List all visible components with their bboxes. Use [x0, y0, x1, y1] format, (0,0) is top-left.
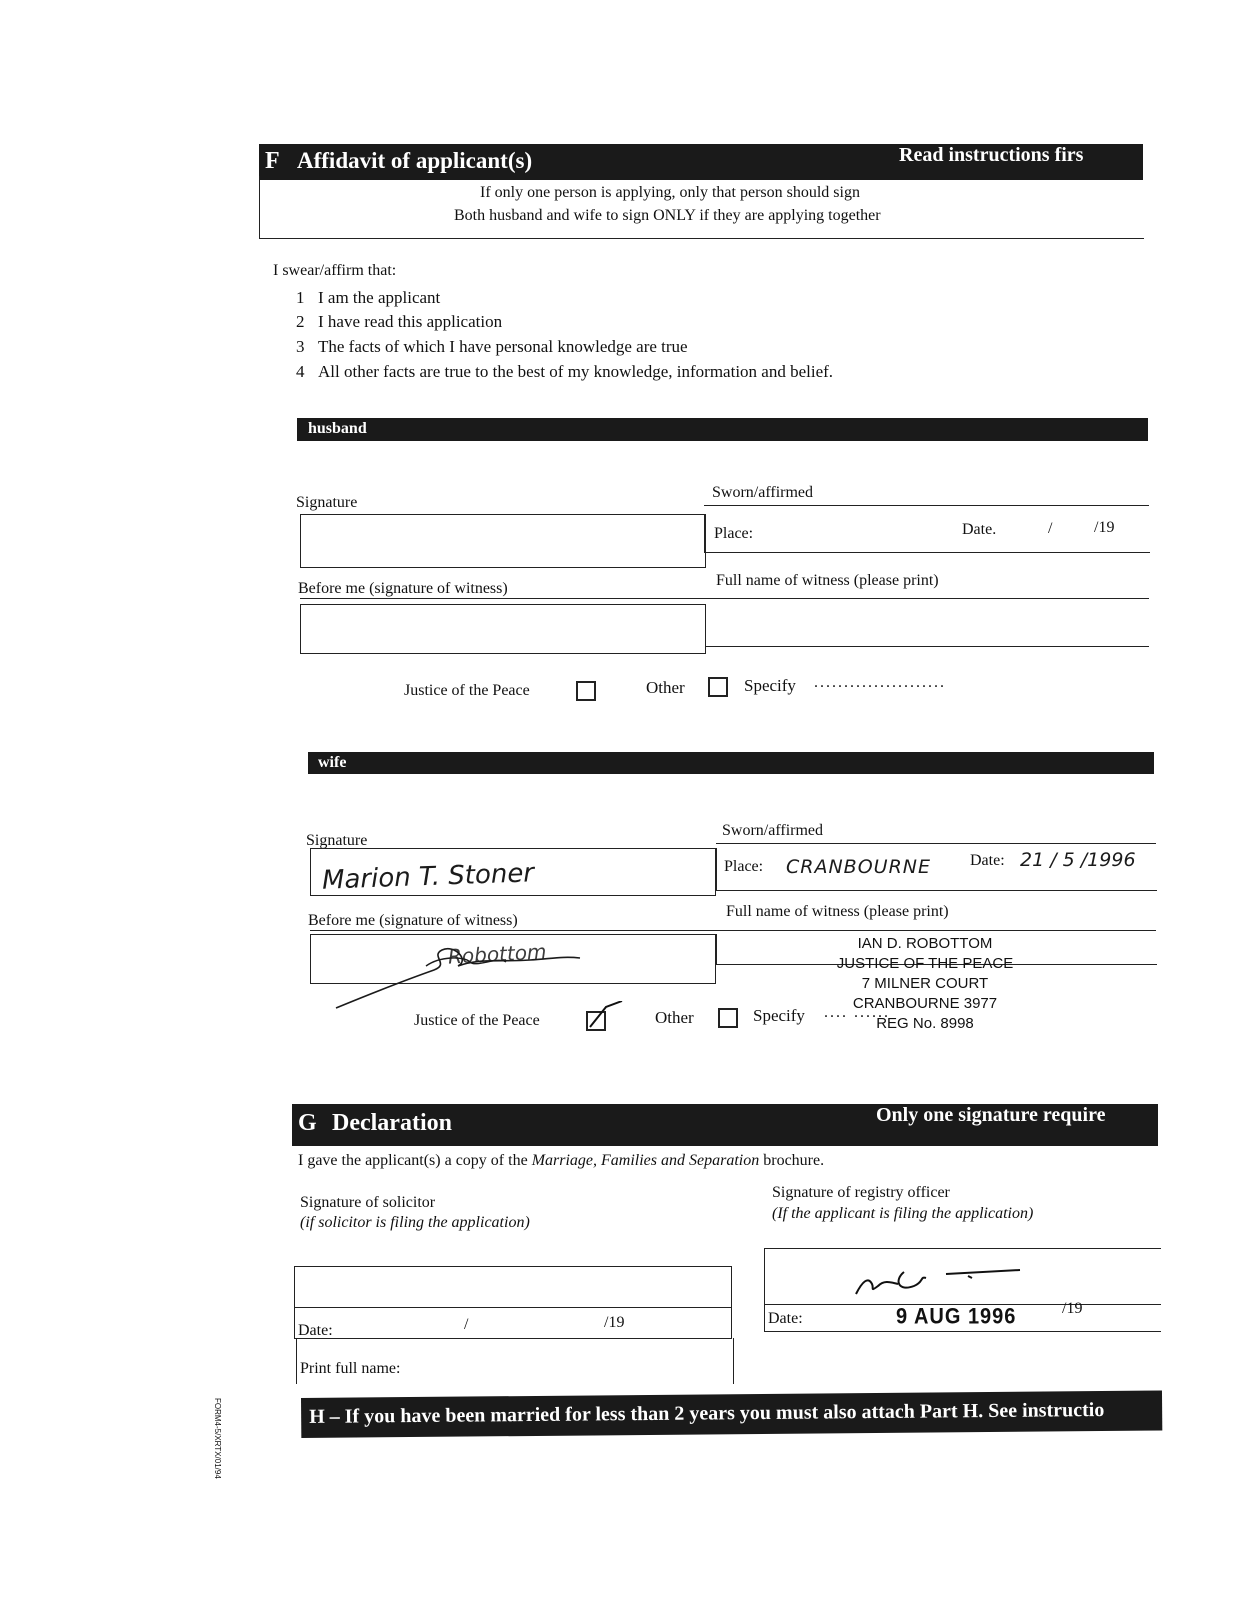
- read-instructions-note: Read instructions firs: [899, 144, 1143, 167]
- solicitor-date-year: /19: [604, 1314, 625, 1331]
- husband-signature-label: Signature: [296, 494, 358, 511]
- wife-witness-label: Before me (signature of witness): [308, 912, 518, 929]
- solicitor-date-slash: /: [464, 1316, 469, 1333]
- wife-sworn-label: Sworn/affirmed: [722, 822, 824, 839]
- husband-place-label: Place:: [714, 525, 754, 542]
- husband-header-bar: [297, 418, 1148, 441]
- wife-jp-label: Justice of the Peace: [414, 1012, 540, 1029]
- registry-signature-stroke-1: [856, 1280, 898, 1294]
- statement-pre: I gave the applicant(s) a copy of the: [298, 1152, 532, 1169]
- statement-2-num: 2: [296, 312, 305, 331]
- husband-date-year: /19: [1094, 519, 1115, 536]
- statement-4-text: All other facts are true to the best of my knowledge, information and belief.: [318, 362, 834, 381]
- husband-place-box[interactable]: [704, 514, 1150, 553]
- statement-1-num: 1: [296, 288, 305, 307]
- declaration-statement: [298, 1152, 824, 1170]
- wife-place-label: Place:: [724, 858, 764, 875]
- section-f-title: Affidavit of applicant(s): [297, 148, 533, 173]
- solicitor-date-field[interactable]: [294, 1306, 732, 1339]
- wife-other-checkbox[interactable]: [718, 1008, 738, 1028]
- husband-jp-checkbox[interactable]: [576, 681, 596, 701]
- statement-3-text: The facts of which I have personal knowledge are true: [318, 337, 688, 356]
- statement-3-num: 3: [296, 337, 305, 356]
- husband-witness-signature-field[interactable]: [300, 604, 706, 654]
- wife-witness-name-label: Full name of witness (please print): [726, 903, 949, 920]
- check-mark-icon: [586, 1001, 626, 1031]
- section-f-header: [259, 140, 1143, 180]
- husband-other-checkbox[interactable]: [708, 677, 728, 697]
- registry-sublabel: (If the applicant is filing the application): [772, 1205, 1034, 1222]
- wife-sworn-rule: [716, 843, 1156, 844]
- print-name-label: Print full name:: [300, 1360, 401, 1377]
- registry-label: Signature of registry officer: [772, 1184, 950, 1201]
- statement-brochure: Marriage, Families and Separation: [531, 1152, 760, 1169]
- husband-jp-label: Justice of the Peace: [404, 682, 530, 699]
- registry-date-stamp: 9 AUG 1996: [896, 1304, 1017, 1330]
- registry-date-label: Date:: [768, 1310, 803, 1327]
- registry-signature-stroke-3: [946, 1270, 1020, 1278]
- husband-specify-label: Specify: [744, 676, 796, 695]
- husband-date-label: Date.: [962, 521, 997, 538]
- section-g-letter: G: [298, 1110, 317, 1136]
- solicitor-sublabel: (if solicitor is filing the application): [300, 1214, 530, 1231]
- husband-sworn-label: Sworn/affirmed: [712, 484, 814, 501]
- notice-line-2: Both husband and wife to sign ONLY if they are applying together: [454, 207, 881, 224]
- husband-signature-field[interactable]: [300, 514, 706, 568]
- section-g-title: Declaration: [332, 1110, 452, 1136]
- stamp-line-4: CRANBOURNE 3977: [852, 995, 998, 1012]
- registry-date-year: /19: [1062, 1300, 1083, 1317]
- wife-witness-rule: [310, 930, 1156, 931]
- husband-sworn-rule: [704, 505, 1149, 506]
- swear-intro: I swear/affirm that:: [273, 262, 397, 279]
- husband-heading: husband: [308, 420, 367, 437]
- statement-post: brochure.: [759, 1152, 825, 1169]
- form-margin-code: FORM4-5/XRTX/01/94: [213, 1398, 222, 1479]
- stamp-line-1: IAN D. ROBOTTOM: [857, 935, 993, 952]
- husband-witness-rule: [300, 598, 1149, 599]
- wife-signature-label: Signature: [306, 832, 368, 849]
- husband-date-slash: /: [1048, 520, 1053, 537]
- wife-other-label: Other: [655, 1008, 694, 1027]
- only-one-signature-note: Only one signature require: [876, 1104, 1158, 1127]
- husband-other-label: Other: [646, 678, 685, 697]
- husband-witness-label: Before me (signature of witness): [298, 580, 508, 597]
- solicitor-label: Signature of solicitor: [300, 1194, 436, 1211]
- statement-4-num: 4: [296, 362, 305, 381]
- solicitor-signature-field[interactable]: [294, 1266, 732, 1308]
- husband-witness-name-field[interactable]: [706, 604, 1149, 647]
- stamp-line-2: JUSTICE OF THE PEACE: [836, 955, 1014, 972]
- solicitor-date-label: Date:: [298, 1322, 333, 1339]
- husband-specify-dots: ......................: [814, 674, 946, 691]
- stamp-line-5: REG No. 8998: [876, 1015, 974, 1032]
- statement-2-text: I have read this application: [318, 312, 503, 331]
- section-f-letter: F: [265, 148, 280, 174]
- wife-jp-checkbox[interactable]: [586, 1011, 606, 1031]
- wife-witness-signature-text: Robottom: [447, 939, 548, 969]
- registry-officer-signature: [850, 1262, 1030, 1302]
- husband-witness-name-label: Full name of witness (please print): [716, 572, 939, 589]
- wife-header-bar: [308, 752, 1154, 774]
- notice-line-1: If only one person is applying, only that person should sign: [480, 184, 860, 201]
- wife-specify-label: Specify: [753, 1006, 805, 1025]
- wife-date-label: Date:: [970, 852, 1005, 869]
- wife-specify-dots: .... ......: [824, 1004, 890, 1021]
- wife-heading: wife: [318, 754, 347, 771]
- statement-1-text: I am the applicant: [318, 288, 441, 307]
- wife-place-value: CRANBOURNE: [786, 856, 931, 878]
- wife-date-value: 21 / 5 /1996: [1020, 849, 1136, 871]
- section-h-text: H – If you have been married for less than 2 years you must also attach Part H. See instructio: [309, 1398, 1105, 1428]
- section-h-bar: [301, 1390, 1162, 1438]
- wife-signature-value: Marion T. Stoner: [321, 858, 535, 896]
- stamp-line-3: 7 MILNER COURT: [861, 975, 989, 992]
- registry-signature-stroke-2: [899, 1272, 926, 1288]
